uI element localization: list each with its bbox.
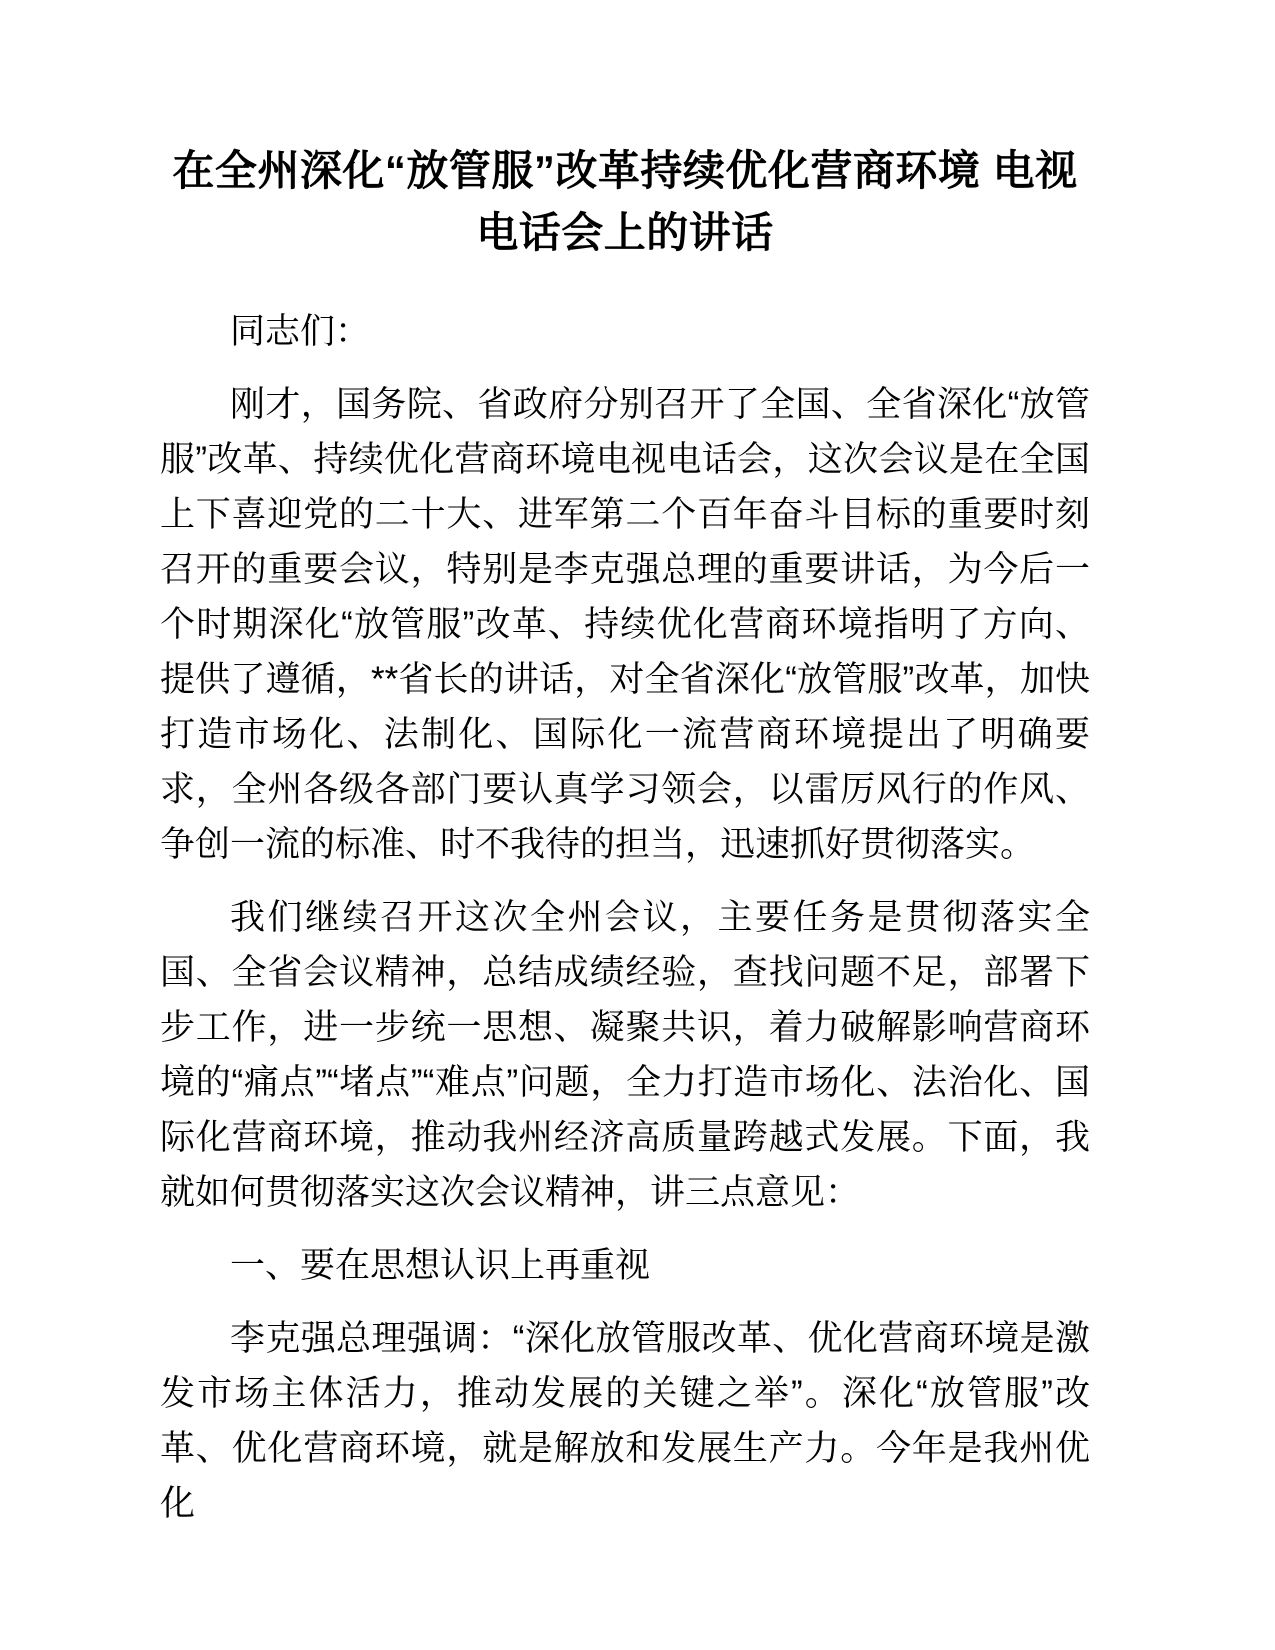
salutation: 同志们：: [230, 312, 371, 351]
page-title: [160, 0, 1090, 264]
body-paragraph-1: 刚才，国务院、省政府分别召开了全国、全省深化“放管服”改革、持续优化营商环境电视电话会，这次会议是在全国上下喜迎党的二十大、进军第二个百年奋斗目标的重要时刻召开的重要会议，特别是李克强总理的重要讲话，为今后一个时期深化“放管服”改革、持续优化营商环境指明了方向、提供了遵循，**省长的讲话，对全省深化“放管服”改革，加快打造市场化、法制化、国际化一流营商环境提出了明确要求，全州各级各部门要认真学习领会，以雷厉风行的作风、争创一流的标准、时不我待的担当，迅速抓好贯彻落实。: [160, 385, 1090, 864]
page-title-line-1: 在全州深化“放管服”改革持续优化营商环境: [172, 147, 981, 194]
page-title-line-2: 电视电话会上的讲话: [476, 147, 1078, 256]
document-content: [160, 0, 1090, 1531]
section-heading-1: 一、要在思想认识上再重视: [230, 1246, 651, 1285]
body-paragraph-3: 李克强总理强调：“深化放管服改革、优化营商环境是激发市场主体活力，推动发展的关键之举”。深化“放管服”改革、优化营商环境，就是解放和发展生产力。今年是我州优化: [160, 1319, 1090, 1523]
body-paragraph-2: 我们继续召开这次全州会议，主要任务是贯彻落实全国、全省会议精神，总结成绩经验，查找问题不足，部署下步工作，进一步统一思想、凝聚共识，着力破解影响营商环境的“痛点”“堵点”“难点”问题，全力打造市场化、法治化、国际化营商环境，推动我州经济高质量跨越式发展。下面，我就如何贯彻落实这次会议精神，讲三点意见：: [160, 898, 1090, 1212]
